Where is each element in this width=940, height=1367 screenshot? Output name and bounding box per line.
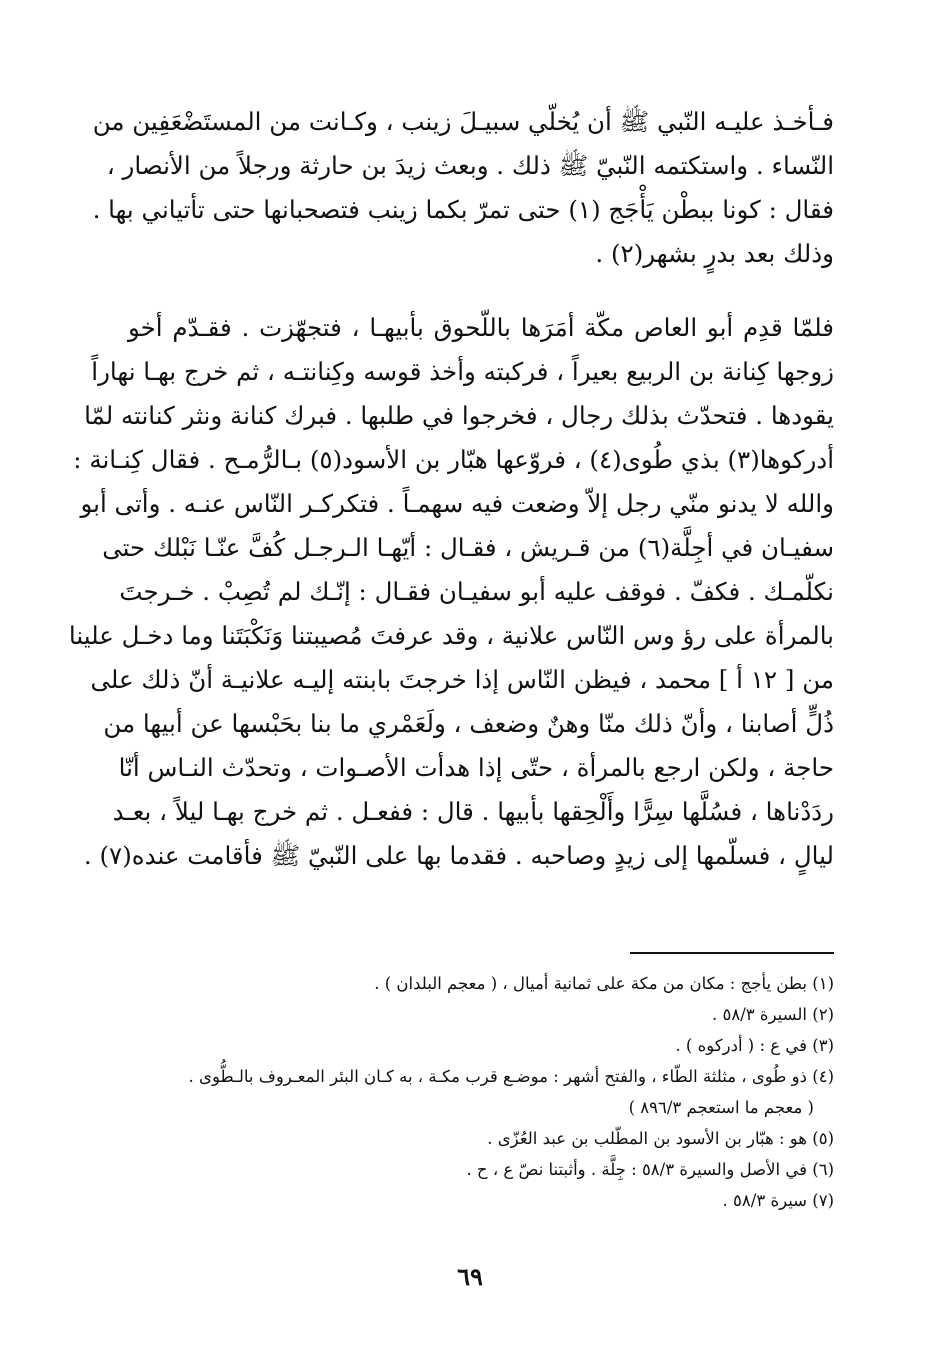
text-line: فلمّا قدِم أبو العاص مكّة أمَرَها باللّحوق بأبيهـا ، فتجهّزت . فقـدّم أخو	[128, 313, 834, 342]
footnote: (٣) في ع : ( أدركوه ) .	[675, 1036, 834, 1055]
intro-paragraph	[92, 100, 834, 276]
text-line: ردَدْناها ، فسُلَّها سِرًّا وأَلْحِقها بأبيها . قال : ففعـل . ثم خرج بهـا ليلاً ، بعـد	[112, 797, 834, 826]
text-line: زوجها كِنانة بن الربيع بعيراً ، فركبته وأخذ قوسه وكِنانتـه ، ثم خرج بهـا نهاراً	[91, 357, 834, 386]
footnote-separator	[630, 952, 834, 954]
text-line: بالمرأة على رؤ وس النّاس علانية ، وقد عرفتَ مُصيبتنا وَنَكْبَتَنا وما دخـل علينا	[68, 621, 834, 650]
page-number: ٦٩	[457, 1262, 483, 1291]
footnote: (٦) في الأصل والسيرة ٥٨/٣ : جِلَّة . وأثبتنا نصّ ع ، ح .	[466, 1160, 834, 1179]
footnote-continuation: ( معجم ما استعجم ٨٩٦/٣ )	[628, 1098, 814, 1117]
footnote: (٧) سيرة ٥٨/٣ .	[722, 1191, 834, 1210]
footnote: (٥) هو : هبّار بن الأسود بن المطّلب بن عبد العُزّى .	[487, 1129, 834, 1148]
text-line: يقودها . فتحدّث بذلك رجال ، فخرجوا في طلبها . فبرك كنانة ونثر كنانته لمّا	[84, 401, 834, 430]
text-line: ليالٍ ، فسلّمها إلى زيدٍ وصاحبه . فقدما بها على النّبيّ ﷺ فأقامت عنده(٧) .	[83, 841, 834, 870]
text-line: أدركوها(٣) بذي طُوى(٤) ، فروّعها هبّار بن الأسود(٥) بـالرُّمـح . فقال كِنـانة :	[73, 445, 834, 474]
text-line: سفيـان في أجِلَّة(٦) من قـريش ، فقـال : أيّهـا الـرجـل كُفَّ عنّـا نَبْلك حتى	[102, 533, 834, 562]
text-line: فقال : كونا ببطْن يَأْجَج (١) حتى تمرّ بكما زينب فتصحبانها حتى تأتياني بها .	[92, 195, 834, 224]
main-paragraph	[68, 306, 834, 878]
footnote: (١) بطن يأجج : مكان من مكة على ثمانية أميال ، ( معجم البلدان ) .	[374, 974, 834, 993]
text-line: النّساء . واستكتمه النّبيّ ﷺ ذلك . وبعث زيدَ بن حارثة ورجلاً من الأنصار ،	[106, 151, 834, 180]
text-line: حاجة ، ولكن ارجع بالمرأة ، حتّى إذا هدأت الأصـوات ، وتحدّث النـاس أنّا	[118, 753, 834, 782]
text-line: ذُلٍّ أصابنا ، وأنّ ذلك منّا وهنٌ وضعف ، ولَعَمْري ما بنا بحَبْسها عن أبيها من	[103, 709, 834, 738]
text-line: فـأخـذ عليـه النّبي ﷺ أن يُخلّي سبيـلَ زينب ، وكـانت من المستَضْعَفِين من	[92, 107, 834, 136]
footnote: (٤) ذو طُوى ، مثلثة الطّاء ، والفتح أشهر : موضـع قرب مكـة ، به كـان البئر المعـروف بالـطُّوى .	[188, 1067, 834, 1086]
text-line: من [ ١٢ أ ] محمد ، فيظن النّاس إذا خرجتَ بابنته إليـه علانيـة أنّ ذلك على	[90, 665, 834, 694]
text-line: نكلّمـك . فكفّ . فوقف عليه أبو سفيـان فقـال : إنّـك لم تُصِبْ . خـرجتَ	[119, 577, 834, 606]
footnotes	[140, 968, 834, 1216]
footnote: (٢) السيرة ٥٨/٣ .	[712, 1005, 834, 1024]
text-line: وذلك بعد بدرٍ بشهر(٢) .	[595, 239, 834, 268]
text-line: والله لا يدنو منّي رجل إلاّ وضعت فيه سهمـاً . فتكركـر النّاس عنـه . وأتى أبو	[80, 489, 834, 518]
